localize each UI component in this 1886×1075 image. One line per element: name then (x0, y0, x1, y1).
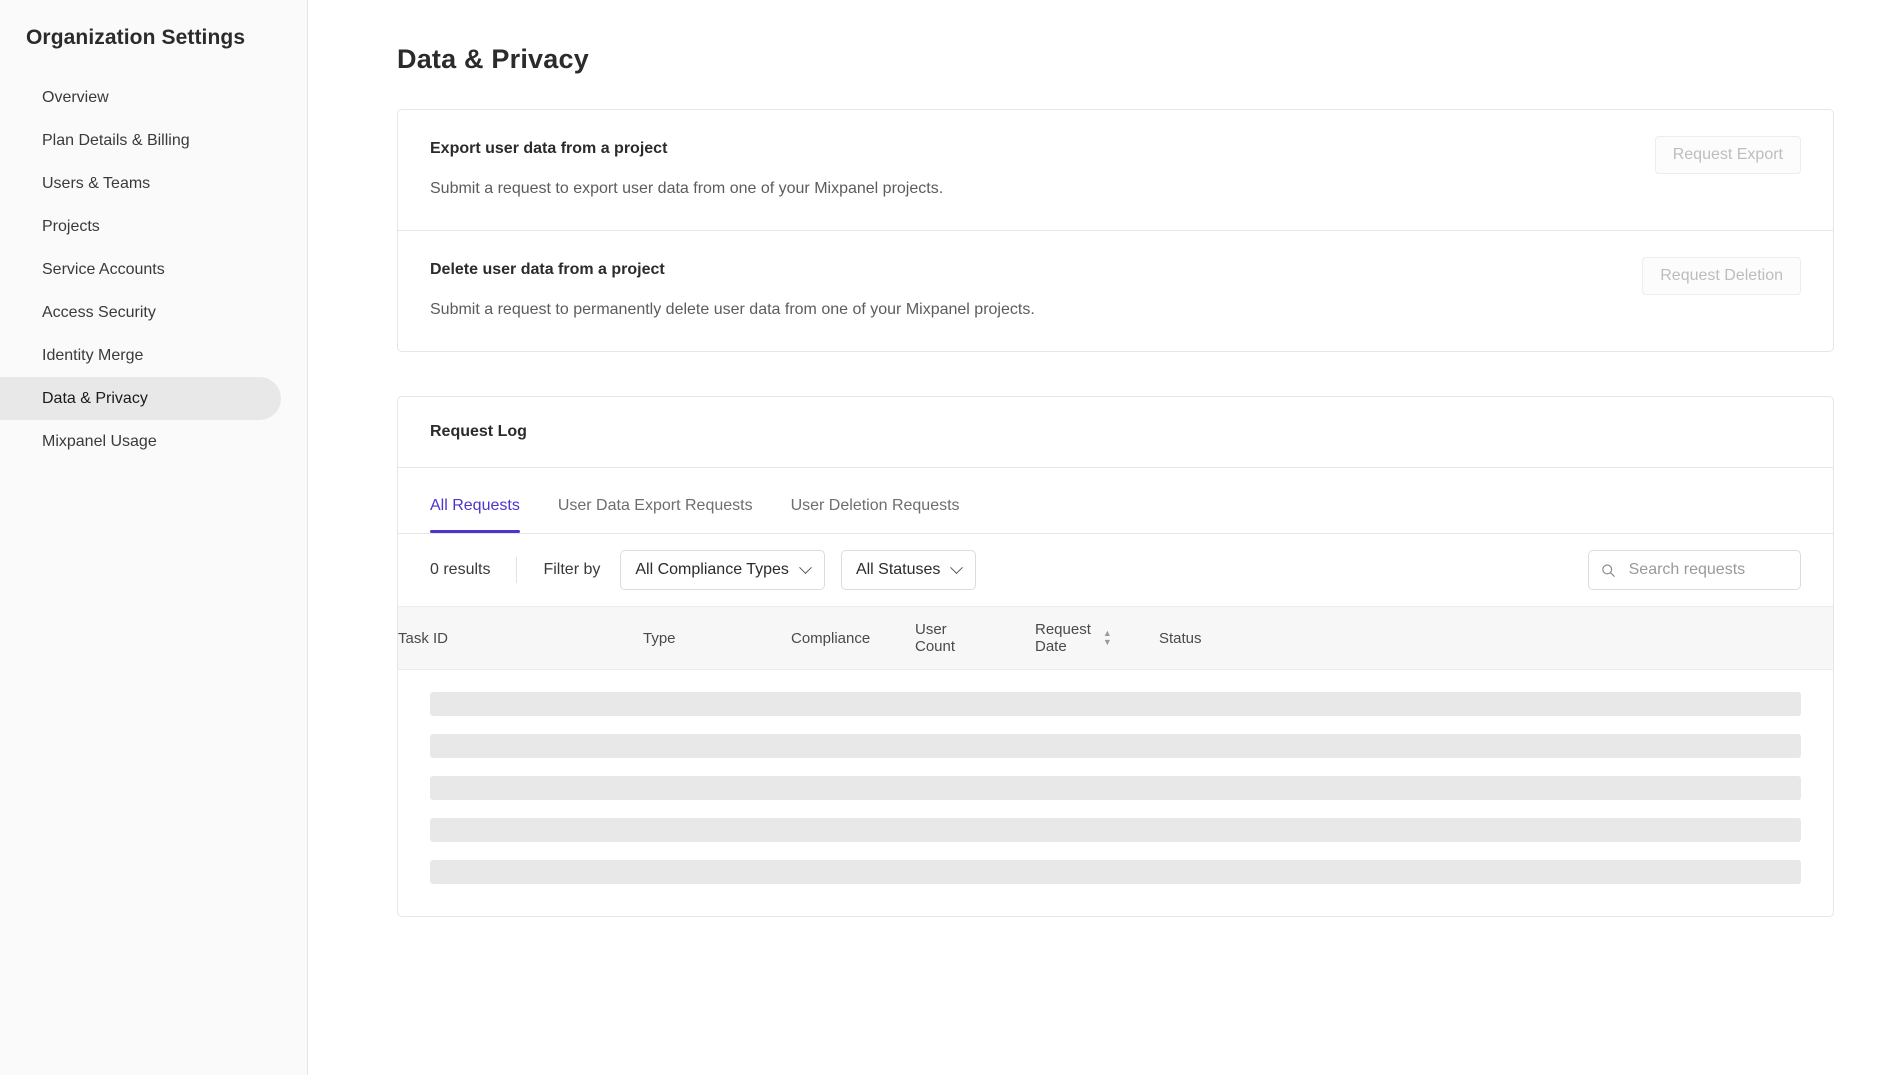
sidebar-item-plan-details-billing[interactable] (0, 119, 281, 162)
chevron-down-icon (799, 561, 812, 574)
export-user-data-title: Export user data from a project (430, 140, 668, 157)
filter-by-label: Filter by (543, 561, 601, 578)
request-log-tabs (398, 468, 1833, 534)
chevron-down-icon (951, 561, 964, 574)
status-value: All Statuses (855, 561, 941, 578)
sidebar-title: Organization Settings (26, 26, 246, 49)
table-header-row (398, 607, 1833, 670)
tab-user-data-export-requests[interactable] (558, 497, 753, 533)
main-content (308, 0, 1886, 1075)
page-title: Data & Privacy (397, 44, 589, 74)
sidebar-item-label: Users & Teams (42, 174, 151, 192)
results-count: 0 results (430, 561, 491, 578)
column-status[interactable] (1159, 607, 1833, 670)
tab-label: All Requests (430, 497, 520, 514)
column-compliance[interactable] (791, 607, 915, 670)
column-label-line1: User (915, 621, 947, 638)
sort-desc-caret: ▼ (1102, 637, 1112, 647)
sidebar-item-label: Service Accounts (42, 260, 165, 278)
column-label: Task ID (398, 629, 449, 647)
sidebar-item-label: Overview (42, 88, 109, 106)
export-user-data-description: Submit a request to export user data from one of your Mixpanel projects. (430, 180, 944, 197)
filter-divider (516, 557, 517, 583)
request-export-button[interactable]: Request Export (1655, 136, 1801, 174)
sidebar-item-label: Plan Details & Billing (42, 131, 190, 149)
sidebar-item-label: Projects (42, 217, 100, 235)
sort-icon[interactable] (1103, 630, 1112, 646)
sidebar-item-label: Access Security (42, 303, 156, 321)
column-label: Status (1159, 629, 1202, 647)
table-row (430, 734, 1801, 758)
column-type[interactable] (643, 607, 791, 670)
sidebar-item-label: Data & Privacy (42, 389, 148, 407)
column-user-count[interactable] (915, 607, 1035, 670)
search-input[interactable] (1627, 560, 1788, 580)
sidebar-item-users-teams[interactable] (0, 162, 281, 205)
sidebar-item-identity-merge[interactable] (0, 334, 281, 377)
column-label-line2: Count (915, 638, 956, 655)
status-select[interactable] (841, 550, 976, 590)
table-loading-placeholder (398, 670, 1833, 916)
search-icon (1601, 562, 1616, 579)
tab-label: User Deletion Requests (790, 497, 960, 514)
sidebar-nav (0, 76, 307, 463)
sort-asc-caret: ▲ (1102, 628, 1112, 638)
sidebar-item-data-privacy[interactable] (0, 377, 281, 420)
data-privacy-actions-card (397, 109, 1834, 352)
request-deletion-button[interactable]: Request Deletion (1642, 257, 1801, 295)
export-user-data-row (398, 110, 1833, 230)
column-label-line2: Date (1035, 638, 1067, 655)
delete-user-data-description: Submit a request to permanently delete user data from one of your Mixpanel projects. (430, 301, 1035, 318)
delete-user-data-title: Delete user data from a project (430, 261, 665, 278)
column-task-id[interactable] (398, 607, 643, 670)
column-label: Type (643, 629, 676, 647)
compliance-type-value: All Compliance Types (635, 561, 789, 578)
table-row (430, 776, 1801, 800)
sidebar-item-access-security[interactable] (0, 291, 281, 334)
sidebar-item-label: Mixpanel Usage (42, 432, 157, 450)
column-label: Compliance (791, 629, 871, 647)
search-requests-wrap[interactable] (1588, 550, 1801, 590)
column-request-date[interactable] (1035, 607, 1159, 670)
tab-label: User Data Export Requests (557, 497, 753, 514)
request-log-table (398, 606, 1833, 670)
request-log-card (397, 396, 1834, 917)
request-log-header: Request Log (398, 397, 1833, 468)
request-log-filterbar (398, 534, 1833, 606)
column-label-line1: Request (1035, 621, 1091, 638)
compliance-type-select[interactable] (620, 550, 825, 590)
table-row (430, 818, 1801, 842)
sidebar (0, 0, 308, 1075)
tab-all-requests[interactable] (430, 497, 520, 533)
table-row (430, 692, 1801, 716)
sidebar-item-mixpanel-usage[interactable] (0, 420, 281, 463)
delete-user-data-row (398, 230, 1833, 351)
sidebar-item-service-accounts[interactable] (0, 248, 281, 291)
sidebar-item-overview[interactable] (0, 76, 281, 119)
sidebar-item-projects[interactable] (0, 205, 281, 248)
section-spacer (397, 352, 1840, 396)
table-row (430, 860, 1801, 884)
tab-user-deletion-requests[interactable] (791, 497, 960, 533)
sidebar-item-label: Identity Merge (42, 346, 144, 364)
table-header (398, 607, 1833, 670)
